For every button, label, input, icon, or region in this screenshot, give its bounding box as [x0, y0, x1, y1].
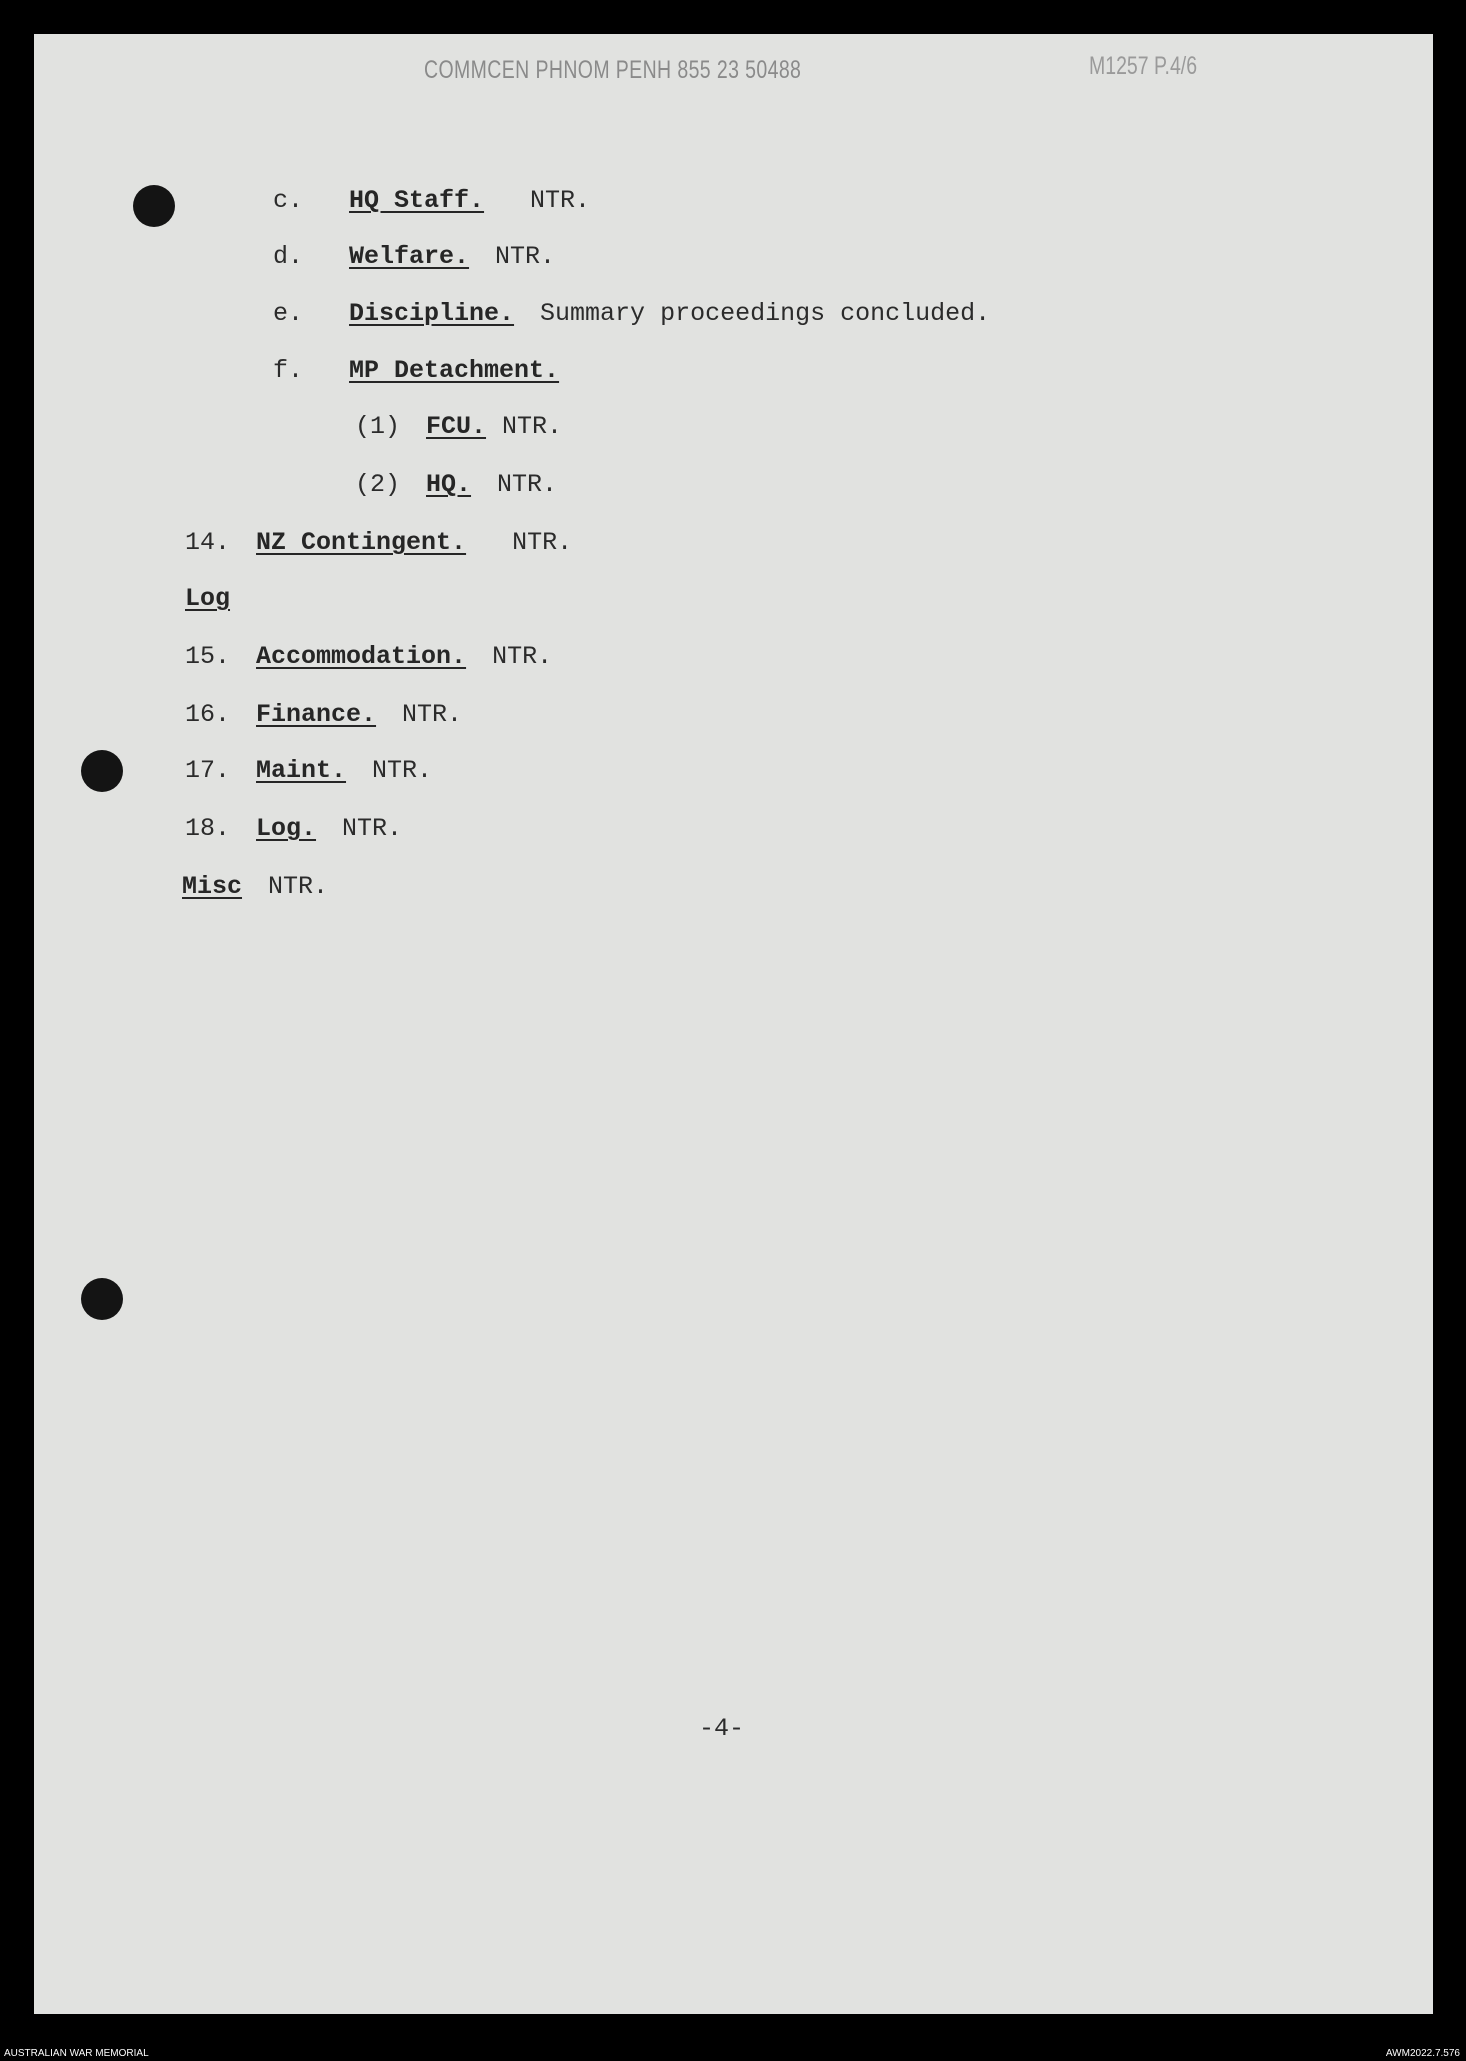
item-marker: d. — [273, 242, 304, 271]
archive-credit: AUSTRALIAN WAR MEMORIAL — [4, 2048, 149, 2059]
list-item — [273, 242, 555, 272]
section-heading — [185, 584, 230, 614]
item-text: Summary proceedings concluded. — [540, 299, 991, 328]
list-item — [185, 756, 432, 786]
punch-hole — [133, 185, 175, 227]
archive-reference: AWM2022.7.576 — [1385, 2048, 1460, 2059]
item-heading: Log. — [256, 814, 317, 843]
item-text: NTR. — [530, 186, 591, 215]
list-item — [182, 872, 328, 902]
item-text: NTR. — [495, 242, 556, 271]
document-page — [34, 34, 1433, 2014]
item-text: NTR. — [402, 700, 463, 729]
item-heading: Finance. — [256, 700, 377, 729]
section-heading-misc: Misc — [182, 872, 243, 901]
item-text: NTR. — [497, 470, 558, 499]
page-number: -4- — [699, 1714, 745, 1743]
item-marker: e. — [273, 299, 304, 328]
item-text: NTR. — [268, 872, 329, 901]
item-text: NTR. — [512, 528, 573, 557]
fax-transmission-header: COMMCEN PHNOM PENH 855 23 50488 — [424, 56, 802, 84]
fax-page-reference: M1257 P.4/6 — [1089, 52, 1198, 80]
item-heading: Welfare. — [349, 242, 470, 271]
list-item — [185, 700, 462, 730]
item-heading: MP Detachment. — [349, 356, 560, 385]
item-heading: HQ Staff. — [349, 186, 485, 215]
list-item — [185, 814, 402, 844]
list-item — [185, 642, 552, 672]
item-marker: 15. — [185, 642, 231, 671]
item-marker: 17. — [185, 756, 231, 785]
punch-hole — [81, 1278, 123, 1320]
item-text: NTR. — [502, 412, 563, 441]
list-item — [355, 412, 562, 442]
punch-hole — [81, 750, 123, 792]
item-marker: 14. — [185, 528, 231, 557]
item-marker: c. — [273, 186, 304, 215]
list-item — [273, 299, 990, 329]
item-marker: f. — [273, 356, 304, 385]
item-marker: 16. — [185, 700, 231, 729]
item-heading: NZ Contingent. — [256, 528, 467, 557]
list-item — [273, 186, 590, 216]
item-text: NTR. — [372, 756, 433, 785]
item-marker: (2) — [355, 470, 401, 499]
section-heading-log: Log — [185, 584, 231, 613]
item-heading: Discipline. — [349, 299, 515, 328]
item-marker: 18. — [185, 814, 231, 843]
list-item — [273, 356, 559, 386]
item-heading: HQ. — [426, 470, 472, 499]
list-item — [185, 528, 572, 558]
item-heading: FCU. — [426, 412, 487, 441]
item-heading: Maint. — [256, 756, 347, 785]
item-heading: Accommodation. — [256, 642, 467, 671]
item-text: NTR. — [342, 814, 403, 843]
item-marker: (1) — [355, 412, 401, 441]
item-text: NTR. — [492, 642, 553, 671]
list-item — [355, 470, 557, 500]
